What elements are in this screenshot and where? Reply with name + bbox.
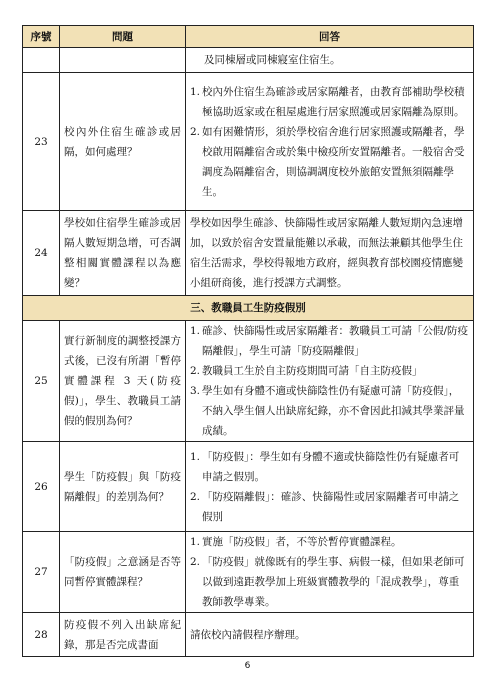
row-question: 學生「防疫假」與「防疫隔離假」的差別為何？ xyxy=(60,442,186,532)
row-question: 校內外住宿生確診或居隔，如何處理？ xyxy=(60,73,186,211)
row-answer xyxy=(186,321,474,442)
item-number: 1. xyxy=(190,85,201,98)
table-row xyxy=(23,321,474,442)
table-row xyxy=(23,73,474,211)
row-question: 「防疫假」之意涵是否等同暫停實體課程？ xyxy=(60,532,186,613)
row-no: 23 xyxy=(23,73,60,211)
row-question: 學校如住宿學生確診或居隔人數短期急增，可否調整相關實體課程以為應變？ xyxy=(60,211,186,296)
item-number: 2. xyxy=(190,490,201,503)
answer-item xyxy=(190,552,469,612)
item-text: 如有困難情形，須於學校宿舍進行居家照護或隔離者，學校啟用隔離宿舍或於集中檢疫所安置隔離者。一般宿舍受調度為隔離宿舍，則協調調度校外旅館安置無須隔離學生。 xyxy=(202,125,465,198)
answer-item xyxy=(190,122,469,202)
row-answer xyxy=(186,48,474,73)
item-number: 3. xyxy=(190,385,201,397)
item-text: 「防疫隔離假」：確診、快篩陽性或居家隔離者可申請之假別 xyxy=(202,490,460,523)
item-text: 學生如有身體不適或快篩陰性仍有疑慮可請「防疫假」，不納入學生個人出缺席紀錄，亦不會因此扣減其學業評量成績。 xyxy=(202,385,465,437)
faq-table xyxy=(22,25,474,657)
section-title: 三、教職員工生防疫假別 xyxy=(23,296,474,321)
row-answer: 學校如因學生確診、快篩陽性或居家隔離人數短期內急速增加，以致於宿舍安置量能難以承載，而無法兼顧其他學生住宿生活需求，學校得報地方政府，經與教育部校園疫情應變小組研商後，進行授課方式調整。 xyxy=(186,211,474,296)
row-no xyxy=(23,48,60,73)
answer-item xyxy=(190,487,469,527)
item-text: 「防疫假」：學生如有身體不適或快篩陰性仍有疑慮者可申請之假別。 xyxy=(202,450,460,483)
section-row xyxy=(23,296,474,321)
table-row xyxy=(23,532,474,613)
row-question xyxy=(60,48,186,73)
answer-item xyxy=(190,532,469,552)
row-no: 28 xyxy=(23,613,60,657)
item-text: 校內外住宿生為確診或居家隔離者，由教育部補助學校積極協助返家或在租屋處進行居家照護或居家隔離為原則。 xyxy=(202,85,465,118)
answer-item xyxy=(190,82,469,122)
header-answer: 回答 xyxy=(186,26,474,48)
continuation-row xyxy=(23,48,474,73)
table-row xyxy=(23,211,474,296)
item-text: 確診、快篩陽性或居家隔離者：教職員工可請「公假/防疫隔離假」，學生可請「防疫隔離假」 xyxy=(202,325,469,357)
row-answer xyxy=(186,532,474,613)
row-question: 防疫假不列入出缺席紀錄，那是否完成書面 xyxy=(60,613,186,657)
answer-text: 及同棟層或同棟寢室住宿生。 xyxy=(204,54,341,66)
item-number: 2. xyxy=(190,365,201,377)
row-no: 26 xyxy=(23,442,60,532)
item-number: 1. xyxy=(190,325,201,337)
row-no: 24 xyxy=(23,211,60,296)
item-text: 實施「防疫假」者，不等於暫停實體課程。 xyxy=(202,536,402,548)
answer-item xyxy=(190,361,469,381)
answer-item xyxy=(190,447,469,487)
table-row xyxy=(23,442,474,532)
answer-item xyxy=(190,381,469,441)
row-answer: 請依校內請假程序辦理。 xyxy=(186,613,474,657)
row-no: 25 xyxy=(23,321,60,442)
row-answer xyxy=(186,73,474,211)
item-number: 1. xyxy=(190,450,201,463)
table-header-row xyxy=(23,26,474,48)
item-number: 2. xyxy=(190,556,201,568)
answer-item xyxy=(190,321,469,361)
row-no: 27 xyxy=(23,532,60,613)
row-question: 實行新制度的調整授課方式後，已沒有所謂「暫停實體課程 3 天(防疫假)」，學生、教職員工請假的假別為何？ xyxy=(60,321,186,442)
item-number: 2. xyxy=(190,125,201,138)
header-no: 序號 xyxy=(23,26,60,48)
row-answer xyxy=(186,442,474,532)
item-text: 「防疫假」就像既有的學生事、病假一樣，但如果老師可以做到遠距教學加上班級實體教學的「混成教學」，尊重教師教學專業。 xyxy=(202,556,465,608)
item-text: 教職員工生於自主防疫期間可請「自主防疫假」 xyxy=(202,365,423,377)
item-number: 1. xyxy=(190,536,201,548)
page-number: 6 xyxy=(244,661,251,671)
table-row xyxy=(23,613,474,657)
header-question: 問題 xyxy=(60,26,186,48)
